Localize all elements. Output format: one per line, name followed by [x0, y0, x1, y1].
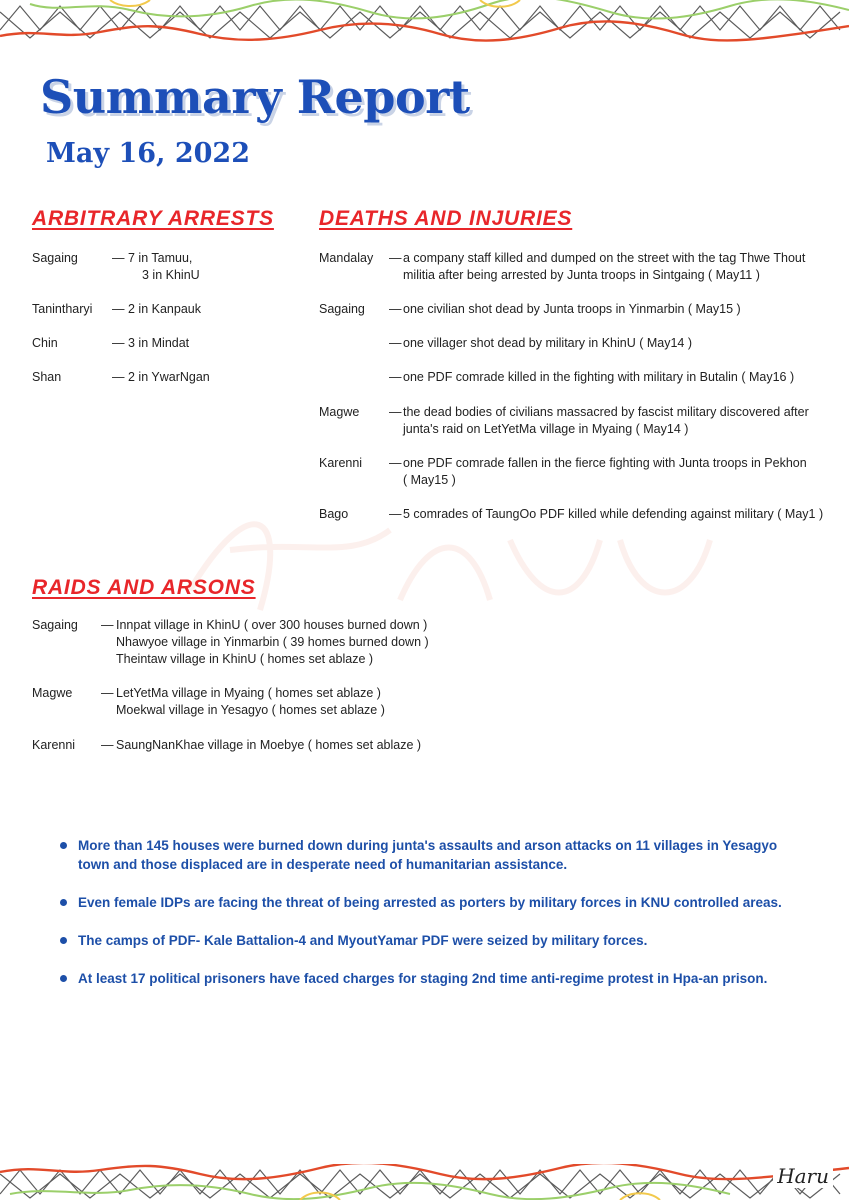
entry-line: Nhawyoe village in Yinmarbin ( 39 homes burned down ) — [116, 635, 429, 649]
entry-region: Sagaing — [319, 302, 365, 316]
entry-line: Moekwal village in Yesagyo ( homes set ablaze ) — [116, 703, 385, 717]
entry-region: Magwe — [32, 686, 73, 700]
entry-region: Karenni — [32, 738, 76, 752]
bullet-dot-icon — [60, 842, 67, 849]
entry-region: Magwe — [319, 405, 360, 419]
entry-region: Chin — [32, 336, 58, 350]
entry-line: militia after being arrested by Junta troops in Sintgaing ( May11 ) — [403, 268, 760, 282]
entry-dash: — — [389, 456, 402, 470]
page-title: Summary Report — [40, 70, 470, 124]
entry-dash: — — [389, 251, 402, 265]
entry-line: 3 in Mindat — [128, 336, 190, 350]
highlight-text: At least 17 political prisoners have faced charges for staging 2nd time anti-regime protest in Hpa-an prison. — [78, 971, 768, 986]
deaths-injuries-heading: DEATHS AND INJURIES — [319, 207, 573, 230]
entry-region: Sagaing — [32, 618, 78, 632]
entry-dash: — — [389, 405, 402, 419]
entry-line: 7 in Tamuu, — [128, 251, 193, 265]
entry-dash: — — [112, 302, 125, 316]
entry-line: one civilian shot dead by Junta troops in Yinmarbin ( May15 ) — [403, 302, 741, 316]
bullet-dot-icon — [60, 975, 67, 982]
entry-line: one villager shot dead by military in KhinU ( May14 ) — [403, 336, 693, 350]
highlight-item — [58, 893, 798, 912]
entry-dash: — — [389, 336, 402, 350]
entry-dash: — — [101, 738, 114, 752]
entry-dash: — — [101, 618, 114, 632]
entry-line: 2 in YwarNgan — [128, 370, 210, 384]
entry-line: one PDF comrade fallen in the fierce fighting with Junta troops in Pekhon — [403, 456, 807, 470]
bullet-dot-icon — [60, 899, 67, 906]
highlight-text: Even female IDPs are facing the threat of being arrested as porters by military forces in KNU controlled areas. — [78, 895, 782, 910]
highlight-text: The camps of PDF- Kale Battalion-4 and MyoutYamar PDF were seized by military forces. — [78, 933, 648, 948]
pattern-graphic — [0, 0, 849, 42]
entry-region: Bago — [319, 507, 349, 521]
entry-dash: — — [112, 370, 125, 384]
highlights-list — [58, 836, 798, 988]
entry-line: the dead bodies of civilians massacred by fascist military discovered after — [403, 405, 809, 419]
entry-region: Sagaing — [32, 251, 78, 265]
watermark-graphic — [170, 470, 730, 630]
entry-line: a company staff killed and dumped on the street with the tag Thwe Thout — [403, 251, 806, 265]
highlight-item — [58, 836, 798, 874]
entry-line: one PDF comrade killed in the fighting with military in Butalin ( May16 ) — [403, 370, 795, 384]
signature: Haru — [773, 1164, 833, 1188]
highlight-item — [58, 931, 798, 950]
entry-region: Tanintharyi — [32, 302, 93, 316]
raids-arsons-heading: RAIDS AND ARSONS — [32, 576, 256, 599]
bullet-dot-icon — [60, 937, 67, 944]
entry-line: SaungNanKhae village in Moebye ( homes set ablaze ) — [116, 738, 422, 752]
entry-line: junta's raid on LetYetMa village in Myaing ( May14 ) — [403, 422, 689, 436]
entry-region: Mandalay — [319, 251, 374, 265]
entry-region: Shan — [32, 370, 62, 384]
entry-dash: — — [101, 686, 114, 700]
entry-dash: — — [389, 507, 402, 521]
highlight-text: More than 145 houses were burned down during junta's assaults and arson attacks on 11 villages in Yesagyo town and those displaced are in desperate need of humanitarian assistance. — [78, 838, 778, 872]
entry-line: 3 in KhinU — [142, 268, 200, 282]
entry-dash: — — [389, 302, 402, 316]
entry-line: ( May15 ) — [403, 473, 456, 487]
entry-dash: — — [389, 370, 402, 384]
entry-line: Innpat village in KhinU ( over 300 houses burned down ) — [116, 618, 428, 632]
entry-dash: — — [112, 251, 125, 265]
entry-line: LetYetMa village in Myaing ( homes set ablaze ) — [116, 686, 381, 700]
entry-line: 2 in Kanpauk — [128, 302, 201, 316]
entry-line: 5 comrades of TaungOo PDF killed while defending against military ( May1 ) — [403, 507, 824, 521]
bottom-decorative-band — [0, 1164, 849, 1200]
highlight-item — [58, 969, 798, 988]
entry-line: Theintaw village in KhinU ( homes set ablaze ) — [116, 652, 374, 666]
top-decorative-band — [0, 0, 849, 42]
pattern-graphic — [0, 1164, 849, 1200]
entry-dash: — — [112, 336, 125, 350]
report-date: May 16, 2022 — [46, 138, 250, 169]
arbitrary-arrests-heading: ARBITRARY ARRESTS — [32, 207, 274, 230]
entry-region: Karenni — [319, 456, 363, 470]
